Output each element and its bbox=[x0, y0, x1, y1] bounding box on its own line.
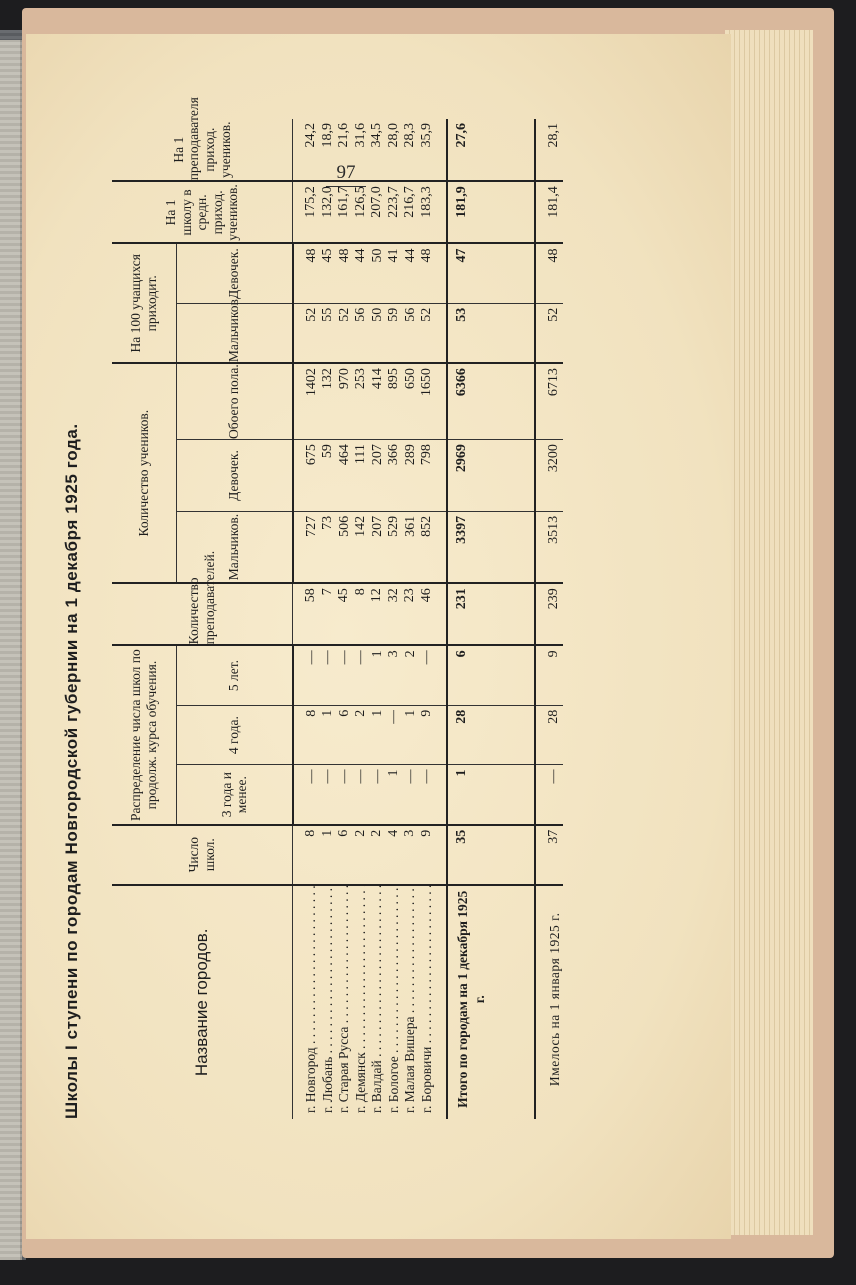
previous-cell-girls: 3200 bbox=[535, 440, 563, 512]
statistics-table bbox=[112, 97, 563, 1119]
cell-pb: 56 bbox=[353, 307, 368, 322]
total-label: Итого по городам на 1 декабря 1925 г. bbox=[447, 885, 494, 1119]
cell-girls: 675 bbox=[303, 444, 319, 466]
header-dist-4: 4 года. bbox=[177, 705, 293, 765]
cell-schools: 6 bbox=[336, 829, 351, 837]
previous-cell-teachers: 239 bbox=[535, 583, 563, 645]
cell-pt: 34,5 bbox=[369, 123, 384, 148]
city-name: г. Малая Вишера . . . bbox=[402, 886, 419, 1113]
cell-d4: 6 bbox=[336, 709, 352, 717]
cell-d4: 8 bbox=[303, 709, 319, 717]
cell-d4: — bbox=[386, 709, 401, 724]
header-per-school: На 1 школу в средн. приход. учеников. bbox=[112, 181, 293, 243]
cell-schools: 4 bbox=[385, 829, 401, 837]
cell-pg: 48 bbox=[336, 248, 352, 263]
cell-schools: 8 bbox=[303, 829, 318, 837]
cell-d5: 2 bbox=[402, 650, 418, 658]
table-title: Школы I ступени по городам Новгородской губернии на 1 декабря 1925 года. bbox=[62, 423, 81, 1119]
cell-d4: 1 bbox=[369, 709, 385, 717]
cell-schools: 2 bbox=[369, 829, 384, 837]
cell-boys: 727 bbox=[303, 515, 319, 537]
previous-label: Имелось на 1 января 1925 г. bbox=[535, 885, 563, 1119]
header-per100-boys: Мальчиков. bbox=[177, 303, 293, 363]
cell-pt: 28,3 bbox=[402, 123, 417, 148]
cell-both: 1650 bbox=[419, 368, 434, 397]
cell-pb: 52 bbox=[303, 307, 319, 322]
city-name: г. Валдай . . . bbox=[369, 886, 386, 1113]
city-name: г. Любань . . . bbox=[320, 886, 337, 1113]
page-edges bbox=[725, 30, 813, 1235]
cell-boys: 142 bbox=[353, 515, 368, 537]
header-row-1 bbox=[112, 119, 177, 1119]
total-cell-d3: 1 bbox=[447, 765, 494, 825]
total-cell-pb: 53 bbox=[447, 303, 494, 363]
cell-teachers: 58 bbox=[303, 588, 318, 603]
previous-cell-pg: 48 bbox=[535, 243, 563, 303]
previous-cell-pt: 28,1 bbox=[535, 119, 563, 181]
cell-pg: 48 bbox=[419, 248, 434, 263]
header-both: Обоего пола. bbox=[177, 363, 293, 440]
cell-pt: 18,9 bbox=[319, 123, 335, 148]
cell-teachers: 45 bbox=[336, 588, 351, 603]
cell-teachers: 7 bbox=[319, 588, 335, 596]
cell-both: 1402 bbox=[303, 368, 319, 397]
cell-d3: — bbox=[320, 769, 335, 784]
spacer-row bbox=[494, 119, 535, 1119]
column-pt bbox=[293, 119, 447, 181]
cell-d3: — bbox=[402, 769, 418, 784]
previous-cell-schools: 37 bbox=[535, 825, 563, 885]
cell-pt: 24,2 bbox=[303, 123, 318, 148]
column-d5 bbox=[293, 645, 447, 705]
header-city-name: Название городов. bbox=[112, 885, 293, 1119]
cell-teachers: 23 bbox=[402, 588, 417, 603]
total-cell-d5: 6 bbox=[447, 645, 494, 705]
header-schools: Число школ. bbox=[112, 825, 293, 885]
total-cell-pg: 47 bbox=[447, 243, 494, 303]
cell-d3: 1 bbox=[386, 769, 401, 777]
rotated-content bbox=[56, 97, 636, 1119]
cell-girls: 366 bbox=[386, 444, 401, 466]
total-cell-pt: 27,6 bbox=[447, 119, 494, 181]
cell-d5: — bbox=[320, 650, 335, 665]
total-cell-ps: 181,9 bbox=[447, 181, 494, 243]
cell-girls: 111 bbox=[353, 444, 368, 465]
cell-teachers: 8 bbox=[352, 588, 368, 596]
cell-pg: 44 bbox=[402, 248, 418, 263]
cell-both: 253 bbox=[353, 368, 368, 390]
cell-boys: 361 bbox=[402, 515, 418, 537]
cell-d5: — bbox=[419, 650, 434, 665]
city-name: г. Бологое . . . bbox=[386, 886, 403, 1113]
cell-ps: 126,5 bbox=[352, 186, 368, 218]
cell-ps: 175,2 bbox=[303, 186, 318, 218]
cell-girls: 59 bbox=[320, 444, 335, 459]
cell-pg: 41 bbox=[386, 248, 401, 263]
cell-ps: 216,7 bbox=[402, 186, 417, 218]
total-row bbox=[447, 119, 494, 1119]
cell-teachers: 46 bbox=[418, 588, 434, 603]
cell-pb: 56 bbox=[402, 307, 418, 322]
cell-pb: 52 bbox=[419, 307, 434, 322]
cell-boys: 506 bbox=[336, 515, 352, 537]
cell-boys: 529 bbox=[386, 515, 401, 537]
cell-both: 414 bbox=[369, 368, 385, 390]
total-cell-girls: 2969 bbox=[447, 440, 494, 512]
cell-pt: 31,6 bbox=[352, 123, 368, 148]
previous-cell-ps: 181,4 bbox=[535, 181, 563, 243]
cell-boys: 852 bbox=[419, 515, 434, 537]
cell-d4: 1 bbox=[402, 709, 418, 717]
total-cell-d4: 28 bbox=[447, 705, 494, 765]
cell-schools: 3 bbox=[402, 829, 417, 837]
cell-pt: 28,0 bbox=[385, 123, 401, 148]
cell-pb: 59 bbox=[386, 307, 401, 322]
cell-d5: 1 bbox=[369, 650, 385, 658]
cell-ps: 132,0 bbox=[319, 186, 335, 218]
previous-year-row bbox=[535, 119, 563, 1119]
header-per-teacher: На 1 преподавателя приход. учеников. bbox=[112, 119, 293, 181]
cell-d3: — bbox=[369, 769, 385, 784]
column-d4 bbox=[293, 705, 447, 765]
cell-ps: 207,0 bbox=[369, 186, 384, 218]
cell-ps: 223,7 bbox=[385, 186, 401, 218]
cell-pg: 50 bbox=[369, 248, 385, 263]
cell-both: 970 bbox=[336, 368, 352, 390]
cell-pg: 48 bbox=[303, 248, 319, 263]
column-boys bbox=[293, 511, 447, 583]
column-pg bbox=[293, 243, 447, 303]
cell-both: 132 bbox=[320, 368, 335, 390]
cell-both: 650 bbox=[402, 368, 418, 390]
cell-ps: 161,7 bbox=[336, 186, 351, 218]
cell-pt: 21,6 bbox=[336, 123, 351, 148]
cell-schools: 2 bbox=[352, 829, 368, 837]
cell-d4: 1 bbox=[320, 709, 335, 717]
column-teachers bbox=[293, 583, 447, 645]
previous-cell-d5: 9 bbox=[535, 645, 563, 705]
page-number: 97 bbox=[326, 162, 366, 187]
column-pb bbox=[293, 303, 447, 363]
city-name: г. Демянск . . . bbox=[353, 886, 370, 1113]
header-distribution: Распределение числа школ по продолж. курса обучения. bbox=[112, 645, 177, 824]
column-ps bbox=[293, 181, 447, 243]
column-d3 bbox=[293, 765, 447, 825]
cell-girls: 798 bbox=[419, 444, 434, 466]
previous-cell-both: 6713 bbox=[535, 363, 563, 440]
header-teachers: Количество преподавателей. bbox=[112, 583, 293, 645]
header-per100-girls: Девочек. bbox=[177, 243, 293, 303]
column-both bbox=[293, 363, 447, 440]
cell-schools: 9 bbox=[418, 829, 434, 837]
cell-girls: 289 bbox=[402, 444, 418, 466]
cell-d3: — bbox=[353, 769, 368, 784]
cell-pb: 50 bbox=[369, 307, 385, 322]
cell-pg: 45 bbox=[320, 248, 335, 263]
header-students: Количество учеников. bbox=[112, 363, 177, 583]
previous-cell-pb: 52 bbox=[535, 303, 563, 363]
cell-boys: 207 bbox=[369, 515, 385, 537]
city-names-column bbox=[293, 885, 447, 1119]
cell-d4: 2 bbox=[353, 709, 368, 717]
cell-teachers: 12 bbox=[369, 588, 384, 603]
cell-teachers: 32 bbox=[385, 588, 401, 603]
previous-cell-boys: 3513 bbox=[535, 511, 563, 583]
cell-d5: 3 bbox=[386, 650, 401, 658]
cell-d3: — bbox=[303, 769, 319, 784]
cell-schools: 1 bbox=[319, 829, 335, 837]
table-body-row bbox=[293, 119, 447, 1119]
city-name: г. Старая Русса . . . bbox=[336, 886, 353, 1113]
header-boys: Мальчиков. bbox=[177, 511, 293, 583]
cell-boys: 73 bbox=[320, 515, 335, 530]
cell-d5: — bbox=[303, 650, 319, 665]
cell-pb: 55 bbox=[320, 307, 335, 322]
cell-d4: 9 bbox=[419, 709, 434, 717]
city-name: г. Боровичи . . . bbox=[419, 886, 436, 1113]
cell-d3: — bbox=[419, 769, 434, 784]
header-dist-5: 5 лет. bbox=[177, 645, 293, 705]
column-schools bbox=[293, 825, 447, 885]
previous-cell-d3: — bbox=[535, 765, 563, 825]
total-cell-schools: 35 bbox=[447, 825, 494, 885]
cell-pt: 35,9 bbox=[418, 123, 434, 148]
city-name: г. Новгород . . . bbox=[303, 886, 320, 1113]
header-dist-3: 3 года и менее. bbox=[177, 765, 293, 825]
header-girls: Девочек. bbox=[177, 440, 293, 512]
total-cell-boys: 3397 bbox=[447, 511, 494, 583]
previous-cell-d4: 28 bbox=[535, 705, 563, 765]
cell-d5: — bbox=[336, 650, 352, 665]
cell-d5: — bbox=[353, 650, 368, 665]
cell-both: 895 bbox=[386, 368, 401, 390]
total-cell-teachers: 231 bbox=[447, 583, 494, 645]
cell-girls: 207 bbox=[369, 444, 385, 466]
cell-ps: 183,3 bbox=[418, 186, 434, 218]
book-page bbox=[26, 34, 731, 1239]
column-girls bbox=[293, 440, 447, 512]
header-per100: На 100 учащихся приходит. bbox=[112, 243, 177, 363]
cell-pg: 44 bbox=[353, 248, 368, 263]
cell-d3: — bbox=[336, 769, 352, 784]
cell-pb: 52 bbox=[336, 307, 352, 322]
total-cell-both: 6366 bbox=[447, 363, 494, 440]
cell-girls: 464 bbox=[336, 444, 352, 466]
